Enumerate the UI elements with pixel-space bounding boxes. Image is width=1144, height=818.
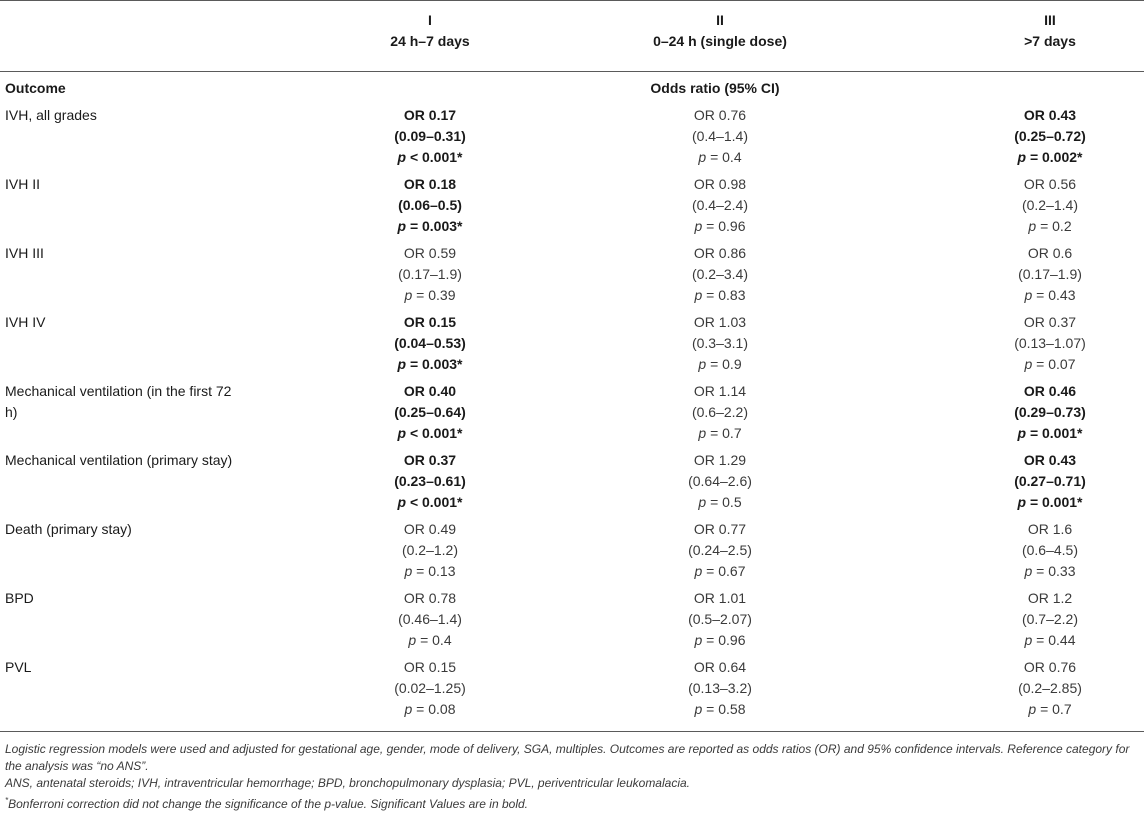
p-value [945,423,1144,444]
table-footnotes [5,741,1139,813]
footnote-bonferroni [5,792,1139,813]
column-header-i [325,10,535,52]
odds-ratio-cell [945,657,1144,720]
odds-ratio-cell [945,105,1144,168]
confidence-interval: (0.6–2.2) [691,404,749,420]
confidence-interval: (0.17–1.9) [398,266,462,282]
confidence-interval: (0.02–1.25) [394,680,466,696]
p-symbol: p [404,701,413,717]
table-row [0,584,1144,653]
p-symbol: p [397,425,407,441]
confidence-interval: (0.4–2.4) [691,197,749,213]
p-value-text: = 0.33 [1036,563,1076,579]
p-symbol: p [1017,149,1027,165]
odds-ratio-value: OR 0.59 [403,245,457,261]
table-top-rule [0,0,1144,1]
confidence-interval: (0.06–0.5) [398,197,462,213]
odds-ratio-value: OR 0.40 [403,383,457,399]
confidence-interval: (0.2–1.4) [1021,197,1079,213]
odds-ratio-value: OR 0.76 [693,107,747,123]
odds-ratio-cell [640,312,800,375]
p-symbol: p [1024,287,1033,303]
outcome-label: IVH, all grades [5,107,97,123]
confidence-interval: (0.25–0.64) [394,404,466,420]
odds-ratio-header: Odds ratio (95% CI) [650,80,780,96]
p-symbol: p [1024,563,1033,579]
footnote-abbreviations: ANS, antenatal steroids; IVH, intraventricular hemorrhage; BPD, bronchopulmonary dysplasia; PVL, periventricular leukomalacia. [5,776,690,790]
outcome-label: Mechanical ventilation (in the first 72 h) [5,383,232,420]
p-value-text: = 0.002* [1029,149,1083,165]
odds-ratio-cell [640,174,800,237]
odds-ratio-value: OR 1.01 [693,590,747,606]
odds-ratio-cell [640,381,800,444]
p-value [945,561,1144,582]
confidence-interval: (0.6–4.5) [1021,542,1079,558]
column-label: 0–24 h (single dose) [653,33,787,49]
odds-ratio-cell [640,519,800,582]
odds-ratio-value: OR 0.78 [403,590,457,606]
odds-ratio-value: OR 0.15 [403,659,457,675]
odds-ratio-cell [945,450,1144,513]
p-value [325,354,535,375]
confidence-interval: (0.17–1.9) [1018,266,1082,282]
p-value-text: < 0.001* [409,425,463,441]
p-value [325,285,535,306]
odds-ratio-value: OR 0.77 [693,521,747,537]
column-numeral: II [716,12,724,28]
outcome-label: IVH IV [5,314,46,330]
table-row [0,653,1144,722]
p-value-text: = 0.4 [420,632,452,648]
p-symbol: p [397,356,407,372]
p-value [945,147,1144,168]
outcome-label: BPD [5,590,34,606]
p-value-text: = 0.2 [1040,218,1072,234]
table-row [0,101,1144,170]
odds-ratio-cell [640,657,800,720]
confidence-interval: (0.7–2.2) [1021,611,1079,627]
odds-ratio-value: OR 0.56 [1023,176,1077,192]
table-bottom-rule [0,731,1144,732]
p-symbol: p [397,149,407,165]
column-numeral: I [428,12,432,28]
confidence-interval: (0.13–1.07) [1014,335,1086,351]
p-symbol: p [1028,701,1037,717]
odds-ratio-value: OR 1.2 [1027,590,1073,606]
odds-ratio-cell [945,588,1144,651]
confidence-interval: (0.09–0.31) [394,128,466,144]
odds-ratio-value: OR 0.37 [403,452,457,468]
outcome-label: Mechanical ventilation (primary stay) [5,452,233,468]
p-value [640,285,800,306]
table-row [0,239,1144,308]
p-symbol: p [694,218,703,234]
p-value [325,216,535,237]
column-header-iii [945,10,1144,52]
odds-ratio-cell [945,312,1144,375]
odds-ratio-cell [325,588,535,651]
odds-ratio-cell [325,312,535,375]
odds-ratio-value: OR 0.6 [1027,245,1073,261]
p-value [325,423,535,444]
confidence-interval: (0.2–3.4) [691,266,749,282]
p-value [640,699,800,720]
odds-ratio-value: OR 0.46 [1023,383,1077,399]
odds-ratio-value: OR 0.43 [1023,107,1077,123]
outcome-label: Death (primary stay) [5,521,132,537]
asterisk-marker: * [5,796,9,805]
odds-ratio-value: OR 1.6 [1027,521,1073,537]
confidence-interval: (0.46–1.4) [398,611,462,627]
p-symbol: p [1017,425,1027,441]
p-value-text: = 0.07 [1036,356,1076,372]
confidence-interval: (0.2–2.85) [1018,680,1082,696]
p-symbol: p [1024,632,1033,648]
p-symbol: p [694,287,703,303]
p-value-text: < 0.001* [409,494,463,510]
p-symbol: p [397,218,407,234]
p-symbol: p [694,701,703,717]
table-row [0,170,1144,239]
p-value [640,492,800,513]
p-symbol: p [1028,218,1037,234]
p-symbol: p [698,425,707,441]
confidence-interval: (0.27–0.71) [1014,473,1086,489]
p-value-text: = 0.7 [1040,701,1072,717]
odds-ratio-value: OR 0.43 [1023,452,1077,468]
p-symbol: p [698,494,707,510]
outcome-header: Outcome [5,80,66,96]
p-value-text: = 0.39 [416,287,456,303]
p-value-text: = 0.44 [1036,632,1076,648]
p-value-text: = 0.5 [710,494,742,510]
confidence-interval: (0.23–0.61) [394,473,466,489]
p-value-text: = 0.13 [416,563,456,579]
p-value-text: = 0.4 [710,149,742,165]
p-value [945,285,1144,306]
p-value [945,630,1144,651]
p-value [325,492,535,513]
p-symbol: p [698,356,707,372]
p-value [945,216,1144,237]
p-value-text: = 0.003* [409,218,463,234]
p-value-text: = 0.001* [1029,494,1083,510]
column-numeral: III [1044,12,1056,28]
odds-ratio-value: OR 0.64 [693,659,747,675]
column-label: >7 days [1024,33,1076,49]
p-value [325,147,535,168]
table-row [0,446,1144,515]
odds-ratio-value: OR 1.29 [693,452,747,468]
p-value-text: = 0.9 [710,356,742,372]
outcome-label: PVL [5,659,32,675]
p-value-text: = 0.7 [710,425,742,441]
p-value-text: = 0.003* [409,356,463,372]
p-value [640,561,800,582]
column-label: 24 h–7 days [390,33,470,49]
p-value-text: = 0.83 [706,287,746,303]
odds-ratio-value: OR 0.49 [403,521,457,537]
odds-ratio-cell [640,588,800,651]
p-symbol: p [408,632,417,648]
p-symbol: p [397,494,407,510]
table-row [0,308,1144,377]
p-symbol: p [694,632,703,648]
odds-ratio-value: OR 0.86 [693,245,747,261]
p-value-text: = 0.67 [706,563,746,579]
footnote-method: Logistic regression models were used and adjusted for gestational age, gender, mode of delivery, SGA, multiples. Outcomes are reported as odds ratios (OR) and 95% confidence intervals. Reference category for the analysis was “no ANS”. [5,742,1130,773]
p-value-text: = 0.58 [706,701,746,717]
odds-ratio-value: OR 0.98 [693,176,747,192]
odds-ratio-cell [640,105,800,168]
column-header-ii [620,10,820,52]
confidence-interval: (0.04–0.53) [394,335,466,351]
confidence-interval: (0.13–3.2) [688,680,752,696]
odds-ratio-cell [945,381,1144,444]
outcome-label: IVH II [5,176,41,192]
p-symbol: p [1017,494,1027,510]
confidence-interval: (0.3–3.1) [691,335,749,351]
p-value [325,699,535,720]
odds-ratio-value: OR 0.37 [1023,314,1077,330]
p-value-text: = 0.001* [1029,425,1083,441]
odds-ratio-value: OR 0.18 [403,176,457,192]
footnote-bonferroni-text: Bonferroni correction did not change the significance of the p-value. Significant Values are in bold. [8,797,528,811]
header-rule [0,71,1144,72]
table-row [0,377,1144,446]
p-value [640,147,800,168]
odds-ratio-value: OR 1.14 [693,383,747,399]
odds-ratio-cell [640,450,800,513]
odds-ratio-cell [325,174,535,237]
p-symbol: p [1024,356,1033,372]
odds-ratio-cell [325,381,535,444]
p-symbol: p [404,287,413,303]
p-symbol: p [404,563,413,579]
p-value-text: < 0.001* [409,149,463,165]
odds-ratio-cell [640,243,800,306]
confidence-interval: (0.5–2.07) [688,611,752,627]
odds-ratio-cell [325,105,535,168]
odds-ratio-cell [325,243,535,306]
odds-ratio-cell [945,174,1144,237]
p-value [325,561,535,582]
p-symbol: p [698,149,707,165]
confidence-interval: (0.24–2.5) [688,542,752,558]
table-row [0,515,1144,584]
odds-ratio-cell [325,519,535,582]
odds-ratio-cell [945,243,1144,306]
odds-ratio-cell [325,657,535,720]
p-value [640,423,800,444]
p-value [325,630,535,651]
p-value [945,354,1144,375]
table-body [0,101,1144,722]
odds-ratio-cell [945,519,1144,582]
odds-ratio-value: OR 0.76 [1023,659,1077,675]
outcome-label: IVH III [5,245,44,261]
confidence-interval: (0.4–1.4) [691,128,749,144]
p-value [945,699,1144,720]
odds-ratio-value: OR 1.03 [693,314,747,330]
odds-ratio-cell [325,450,535,513]
p-value [640,354,800,375]
confidence-interval: (0.64–2.6) [688,473,752,489]
p-value [640,216,800,237]
p-symbol: p [694,563,703,579]
p-value-text: = 0.43 [1036,287,1076,303]
p-value-text: = 0.96 [706,218,746,234]
odds-ratio-value: OR 0.17 [403,107,457,123]
p-value [945,492,1144,513]
p-value [640,630,800,651]
p-value-text: = 0.96 [706,632,746,648]
confidence-interval: (0.29–0.73) [1014,404,1086,420]
odds-ratio-value: OR 0.15 [403,314,457,330]
confidence-interval: (0.25–0.72) [1014,128,1086,144]
confidence-interval: (0.2–1.2) [401,542,459,558]
p-value-text: = 0.08 [416,701,456,717]
